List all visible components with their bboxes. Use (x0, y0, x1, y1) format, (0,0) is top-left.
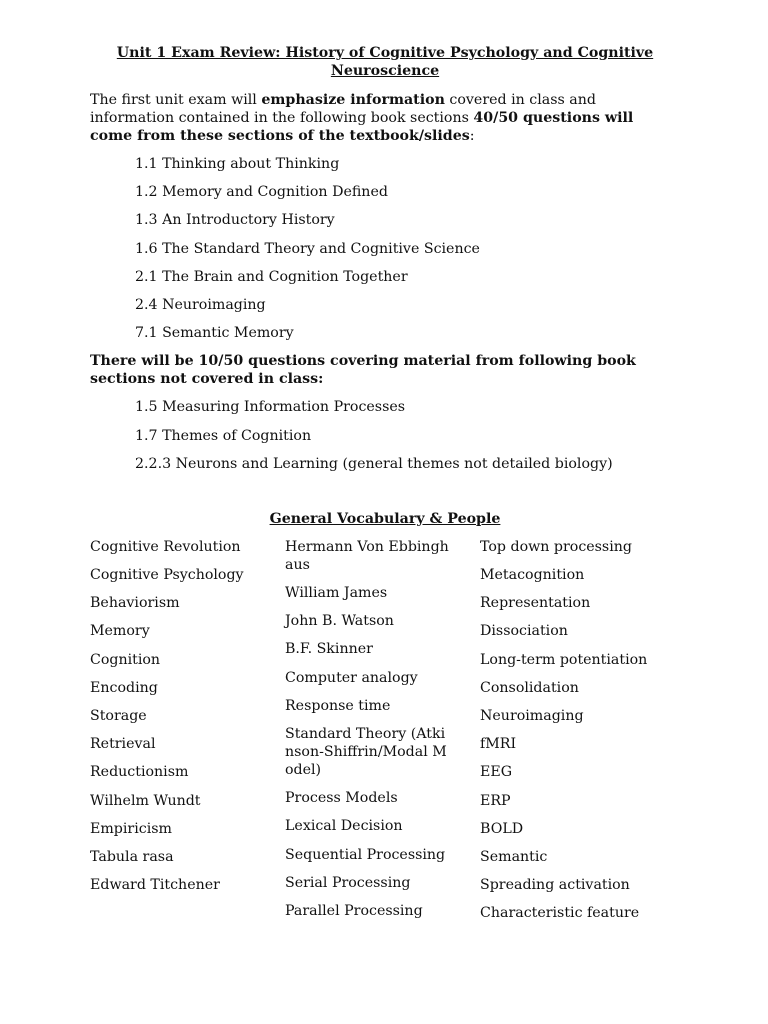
intro-text-1: The first unit exam will (90, 92, 262, 108)
vocab-term: BOLD (480, 820, 524, 837)
vocab-term: Neuroimaging (480, 708, 584, 724)
not-covered-heading: There will be 10/50 questions covering material from following book sections not covered in class: (90, 353, 636, 388)
vocab-term: Top down processing (480, 538, 632, 555)
list-item: 1.5 Measuring Information Processes (135, 399, 406, 416)
vocab-term: Retrieval (90, 736, 156, 753)
vocab-term: Wilhelm Wundt (90, 792, 201, 809)
vocab-term: Metacognition (480, 567, 585, 584)
vocab-term: Characteristic feature (480, 905, 640, 922)
vocab-term: Standard Theory (Atkinson-Shiffrin/Modal Model) (285, 726, 447, 778)
vocab-term: Cognitive Revolution (90, 538, 241, 555)
vocab-term: Memory (90, 623, 150, 640)
vocab-term: EEG (480, 764, 513, 781)
vocab-term: Edward Titchener (90, 877, 220, 894)
not-covered-sections-list (90, 398, 680, 483)
vocab-term: Semantic (480, 848, 548, 865)
vocab-column-1 (90, 538, 285, 933)
list-item: 1.3 An Introductory History (135, 212, 335, 229)
vocab-term: Cognition (90, 651, 161, 668)
intro-bold-1: emphasize information (261, 92, 445, 108)
list-item: 1.1 Thinking about Thinking (135, 156, 340, 172)
class-sections-list (90, 155, 680, 352)
vocab-term: Dissociation (480, 623, 568, 640)
list-item: 2.4 Neuroimaging (135, 296, 266, 313)
list-item: 1.6 The Standard Theory and Cognitive Science (135, 240, 480, 257)
vocab-columns (90, 538, 680, 933)
vocab-term: Tabula rasa (90, 848, 174, 865)
intro-bold-2: 40/50 questions will come from these sections of the textbook/slides (90, 110, 634, 144)
vocab-term: Parallel Processing (285, 902, 423, 919)
vocab-term: Hermann Von Ebbinghaus (285, 538, 449, 573)
vocab-term: Computer analogy (285, 669, 418, 686)
vocab-term: William James (285, 585, 388, 602)
vocab-term: Spreading activation (480, 877, 630, 894)
vocab-term: Long-term potentiation (480, 651, 648, 668)
vocab-term: Lexical Decision (285, 818, 403, 835)
vocab-term: Response time (285, 697, 391, 714)
vocab-term: Consolidation (480, 679, 579, 696)
vocab-term: John B. Watson (285, 613, 394, 630)
list-item: 7.1 Semantic Memory (135, 325, 294, 342)
vocab-term: B.F. Skinner (285, 641, 373, 658)
vocab-term: Serial Processing (285, 874, 411, 891)
vocab-term: fMRI (480, 736, 517, 753)
vocab-title: General Vocabulary & People (269, 510, 501, 527)
list-item: 2.1 The Brain and Cognition Together (135, 268, 408, 285)
intro-paragraph (90, 91, 680, 145)
vocab-column-3 (480, 538, 680, 933)
list-item: 1.7 Themes of Cognition (135, 427, 312, 444)
vocab-term: ERP (480, 792, 511, 809)
list-item: 2.2.3 Neurons and Learning (general themes not detailed biology) (135, 455, 613, 472)
vocab-term: Reductionism (90, 764, 189, 781)
vocab-term: Behaviorism (90, 595, 180, 612)
vocab-term: Sequential Processing (285, 846, 446, 863)
intro-text-3: : (469, 128, 475, 144)
document-title: Unit 1 Exam Review: History of Cognitive Psychology and Cognitive Neuroscience (116, 45, 654, 79)
intro-text-2: covered in class and information contained in the following book sections (90, 92, 596, 126)
vocab-term: Encoding (90, 679, 158, 696)
document-page (90, 44, 680, 933)
vocab-column-2 (285, 538, 480, 933)
vocab-term: Representation (480, 595, 591, 612)
vocab-term: Process Models (285, 790, 398, 807)
vocab-term: Empiricism (90, 820, 172, 837)
list-item: 1.2 Memory and Cognition Defined (135, 184, 388, 201)
vocab-term: Storage (90, 708, 147, 724)
vocab-term: Cognitive Psychology (90, 567, 244, 584)
